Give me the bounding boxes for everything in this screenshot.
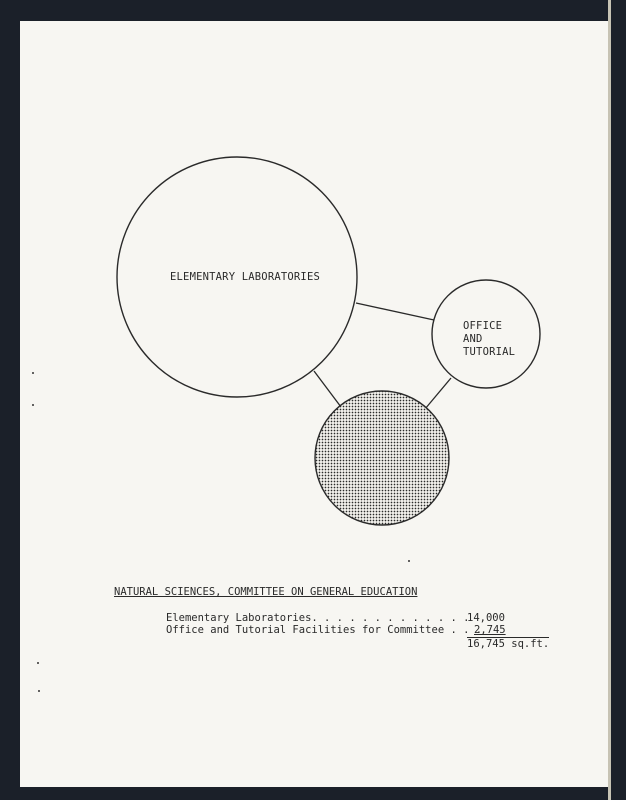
total-value: 16,745 sq.ft. bbox=[467, 638, 550, 650]
row-value-elementary: 14,000 bbox=[467, 612, 505, 624]
paper-speck bbox=[32, 372, 34, 374]
paper-speck bbox=[37, 662, 39, 664]
connector-labs-office bbox=[356, 303, 434, 320]
summary-title: NATURAL SCIENCES, COMMITTEE ON GENERAL EDUCATION bbox=[114, 586, 418, 598]
connector-office-dotted bbox=[425, 378, 451, 409]
row-label-office: Office and Tutorial Facilities for Committee . . . bbox=[166, 624, 483, 636]
paper-speck bbox=[32, 404, 34, 406]
paper-speck bbox=[408, 560, 410, 562]
elementary-laboratories-label: ELEMENTARY LABORATORIES bbox=[170, 271, 320, 283]
office-tutorial-circle bbox=[432, 280, 540, 388]
office-label-line-1: OFFICE bbox=[463, 320, 503, 332]
connector-labs-dotted bbox=[314, 371, 341, 407]
office-label-line-3: TUTORIAL bbox=[463, 346, 516, 358]
row-label-elementary: Elementary Laboratories. . . . . . . . . . . . . bbox=[166, 612, 470, 624]
row-value-office: 2,745 bbox=[474, 624, 506, 636]
paper-speck bbox=[38, 690, 40, 692]
office-label-line-2: AND bbox=[463, 333, 483, 345]
dotted-circle bbox=[315, 391, 449, 525]
